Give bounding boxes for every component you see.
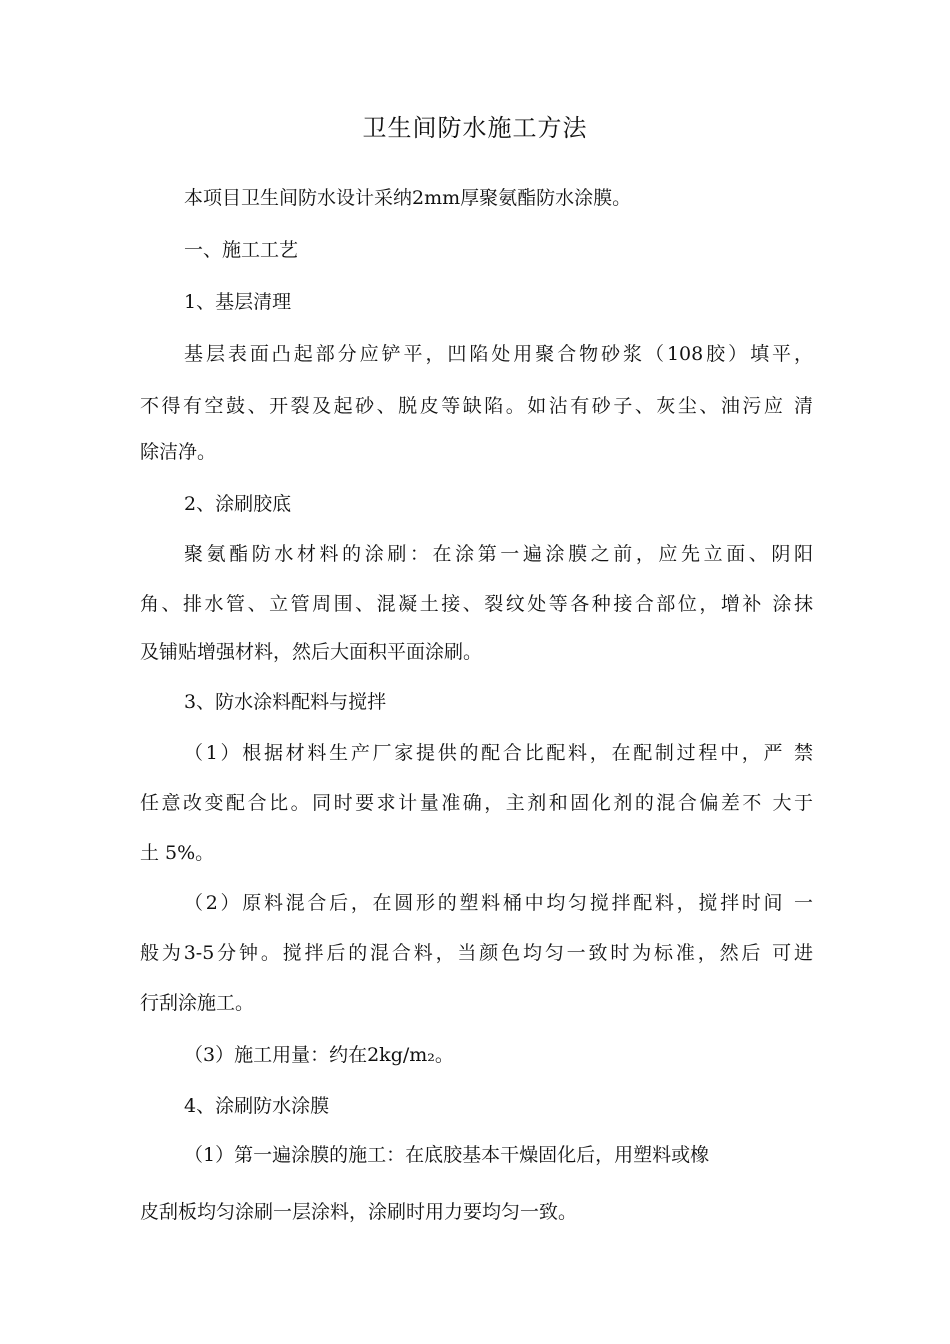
paragraph-line: 皮刮板均匀涂刷一层涂料，涂刷时用力要均匀一致。 [140,1201,578,1223]
paragraph-line: 基层表面凸起部分应铲平，凹陷处用聚合物砂浆（108胶）填平， [184,343,813,365]
paragraph-line: 聚氨酯防水材料的涂刷：在涂第一遍涂膜之前，应先立面、阴阳 [184,543,813,565]
subsection-heading: 3、防水涂料配料与搅拌 [184,691,387,713]
paragraph-line: （2）原料混合后，在圆形的塑料桶中均匀搅拌配料，搅拌时间 一 [184,892,813,914]
paragraph-line: （1）第一遍涂膜的施工：在底胶基本干燥固化后，用塑料或橡 [184,1144,710,1166]
document-title: 卫生间防水施工方法 [362,114,588,142]
subsection-heading: 4、涂刷防水涂膜 [184,1095,330,1117]
paragraph-line: （1）根据材料生产厂家提供的配合比配料，在配制过程中，严 禁 [184,742,813,764]
paragraph-line: 任意改变配合比。同时要求计量准确，主剂和固化剂的混合偏差不 大于 [140,792,813,814]
subsection-heading: 1、基层清理 [184,291,292,313]
paragraph-line: 除洁净。 [140,441,217,463]
paragraph-line: （3）施工用量：约在2kg/m₂。 [184,1044,454,1066]
paragraph-line: 土 5%。 [140,842,215,864]
paragraph-line: 及铺贴增强材料，然后大面积平面涂刷。 [140,641,483,663]
paragraph-line: 角、排水管、立管周围、混凝土接、裂纹处等各种接合部位，增补 涂抹 [140,593,813,615]
paragraph-line: 般为3-5分钟。搅拌后的混合料，当颜色均匀一致时为标准，然后 可进 [140,942,813,964]
section-heading: 一、施工工艺 [184,239,299,261]
paragraph-line: 不得有空鼓、开裂及起砂、脱皮等缺陷。如沾有砂子、灰尘、油污应 清 [140,395,813,417]
subsection-heading: 2、涂刷胶底 [184,493,292,515]
paragraph-line: 行刮涂施工。 [140,992,255,1014]
paragraph-intro: 本项目卫生间防水设计采纳2mm厚聚氨酯防水涂膜。 [184,187,632,209]
